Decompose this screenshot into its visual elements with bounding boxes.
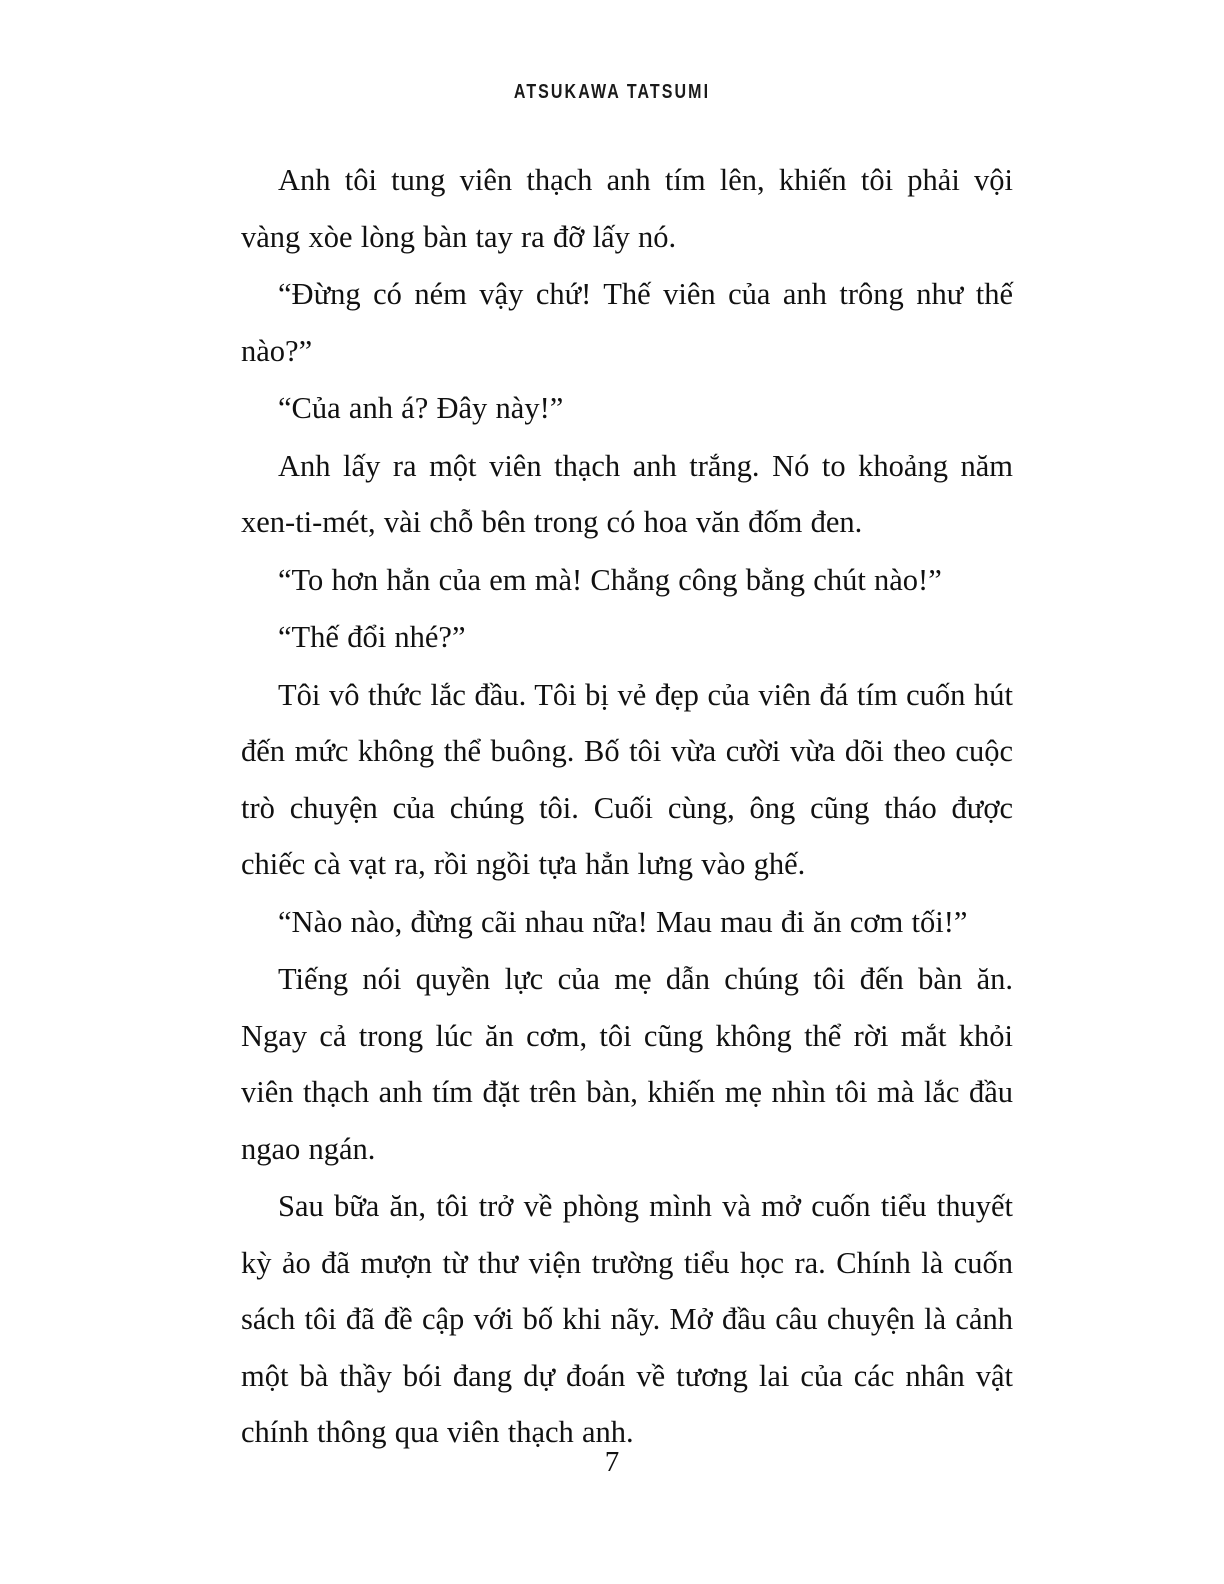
body-text-block (241, 152, 1013, 1461)
paragraph: “Nào nào, đừng cãi nhau nữa! Mau mau đi ăn cơm tối!” (278, 904, 968, 939)
running-head: ATSUKAWA TATSUMI (513, 81, 711, 103)
paragraph: Anh lấy ra một viên thạch anh trắng. Nó to khoảng năm xen-ti-mét, vài chỗ bên trong có hoa văn đốm đen. (241, 448, 1013, 539)
paragraph: “Thế đổi nhé?” (278, 620, 466, 654)
paragraph: “Của anh á? Đây này!” (278, 391, 564, 425)
paragraph: Tôi vô thức lắc đầu. Tôi bị vẻ đẹp của viên đá tím cuốn hút đến mức không thể buông. Bố tôi vừa cười vừa dõi theo cuộc trò chuyện của chúng tôi. Cuối cùng, ông cũng tháo được chiếc cà vạt ra, rồi ngồi tựa hẳn lưng vào ghế. (241, 677, 1013, 881)
paragraph: “To hơn hẳn của em mà! Chẳng công bằng chút nào!” (278, 562, 942, 597)
paragraph: Tiếng nói quyền lực của mẹ dẫn chúng tôi đến bàn ăn. Ngay cả trong lúc ăn cơm, tôi cũng không thể rời mắt khỏi viên thạch anh tím đặt trên bàn, khiến mẹ nhìn tôi mà lắc đầu ngao ngán. (241, 962, 1013, 1166)
page-number: 7 (604, 1446, 620, 1478)
paragraph: Anh tôi tung viên thạch anh tím lên, khiến tôi phải vội vàng xòe lòng bàn tay ra đỡ lấy nó. (241, 163, 1013, 254)
paragraph: Sau bữa ăn, tôi trở về phòng mình và mở cuốn tiểu thuyết kỳ ảo đã mượn từ thư viện trường tiểu học ra. Chính là cuốn sách tôi đã đề cập với bố khi nãy. Mở đầu câu chuyện là cảnh một bà thầy bói đang dự đoán về tương lai của các nhân vật chính thông qua viên thạch anh. (241, 1189, 1013, 1449)
paragraph: “Đừng có ném vậy chứ! Thế viên của anh trông như thế nào?” (241, 277, 1013, 368)
